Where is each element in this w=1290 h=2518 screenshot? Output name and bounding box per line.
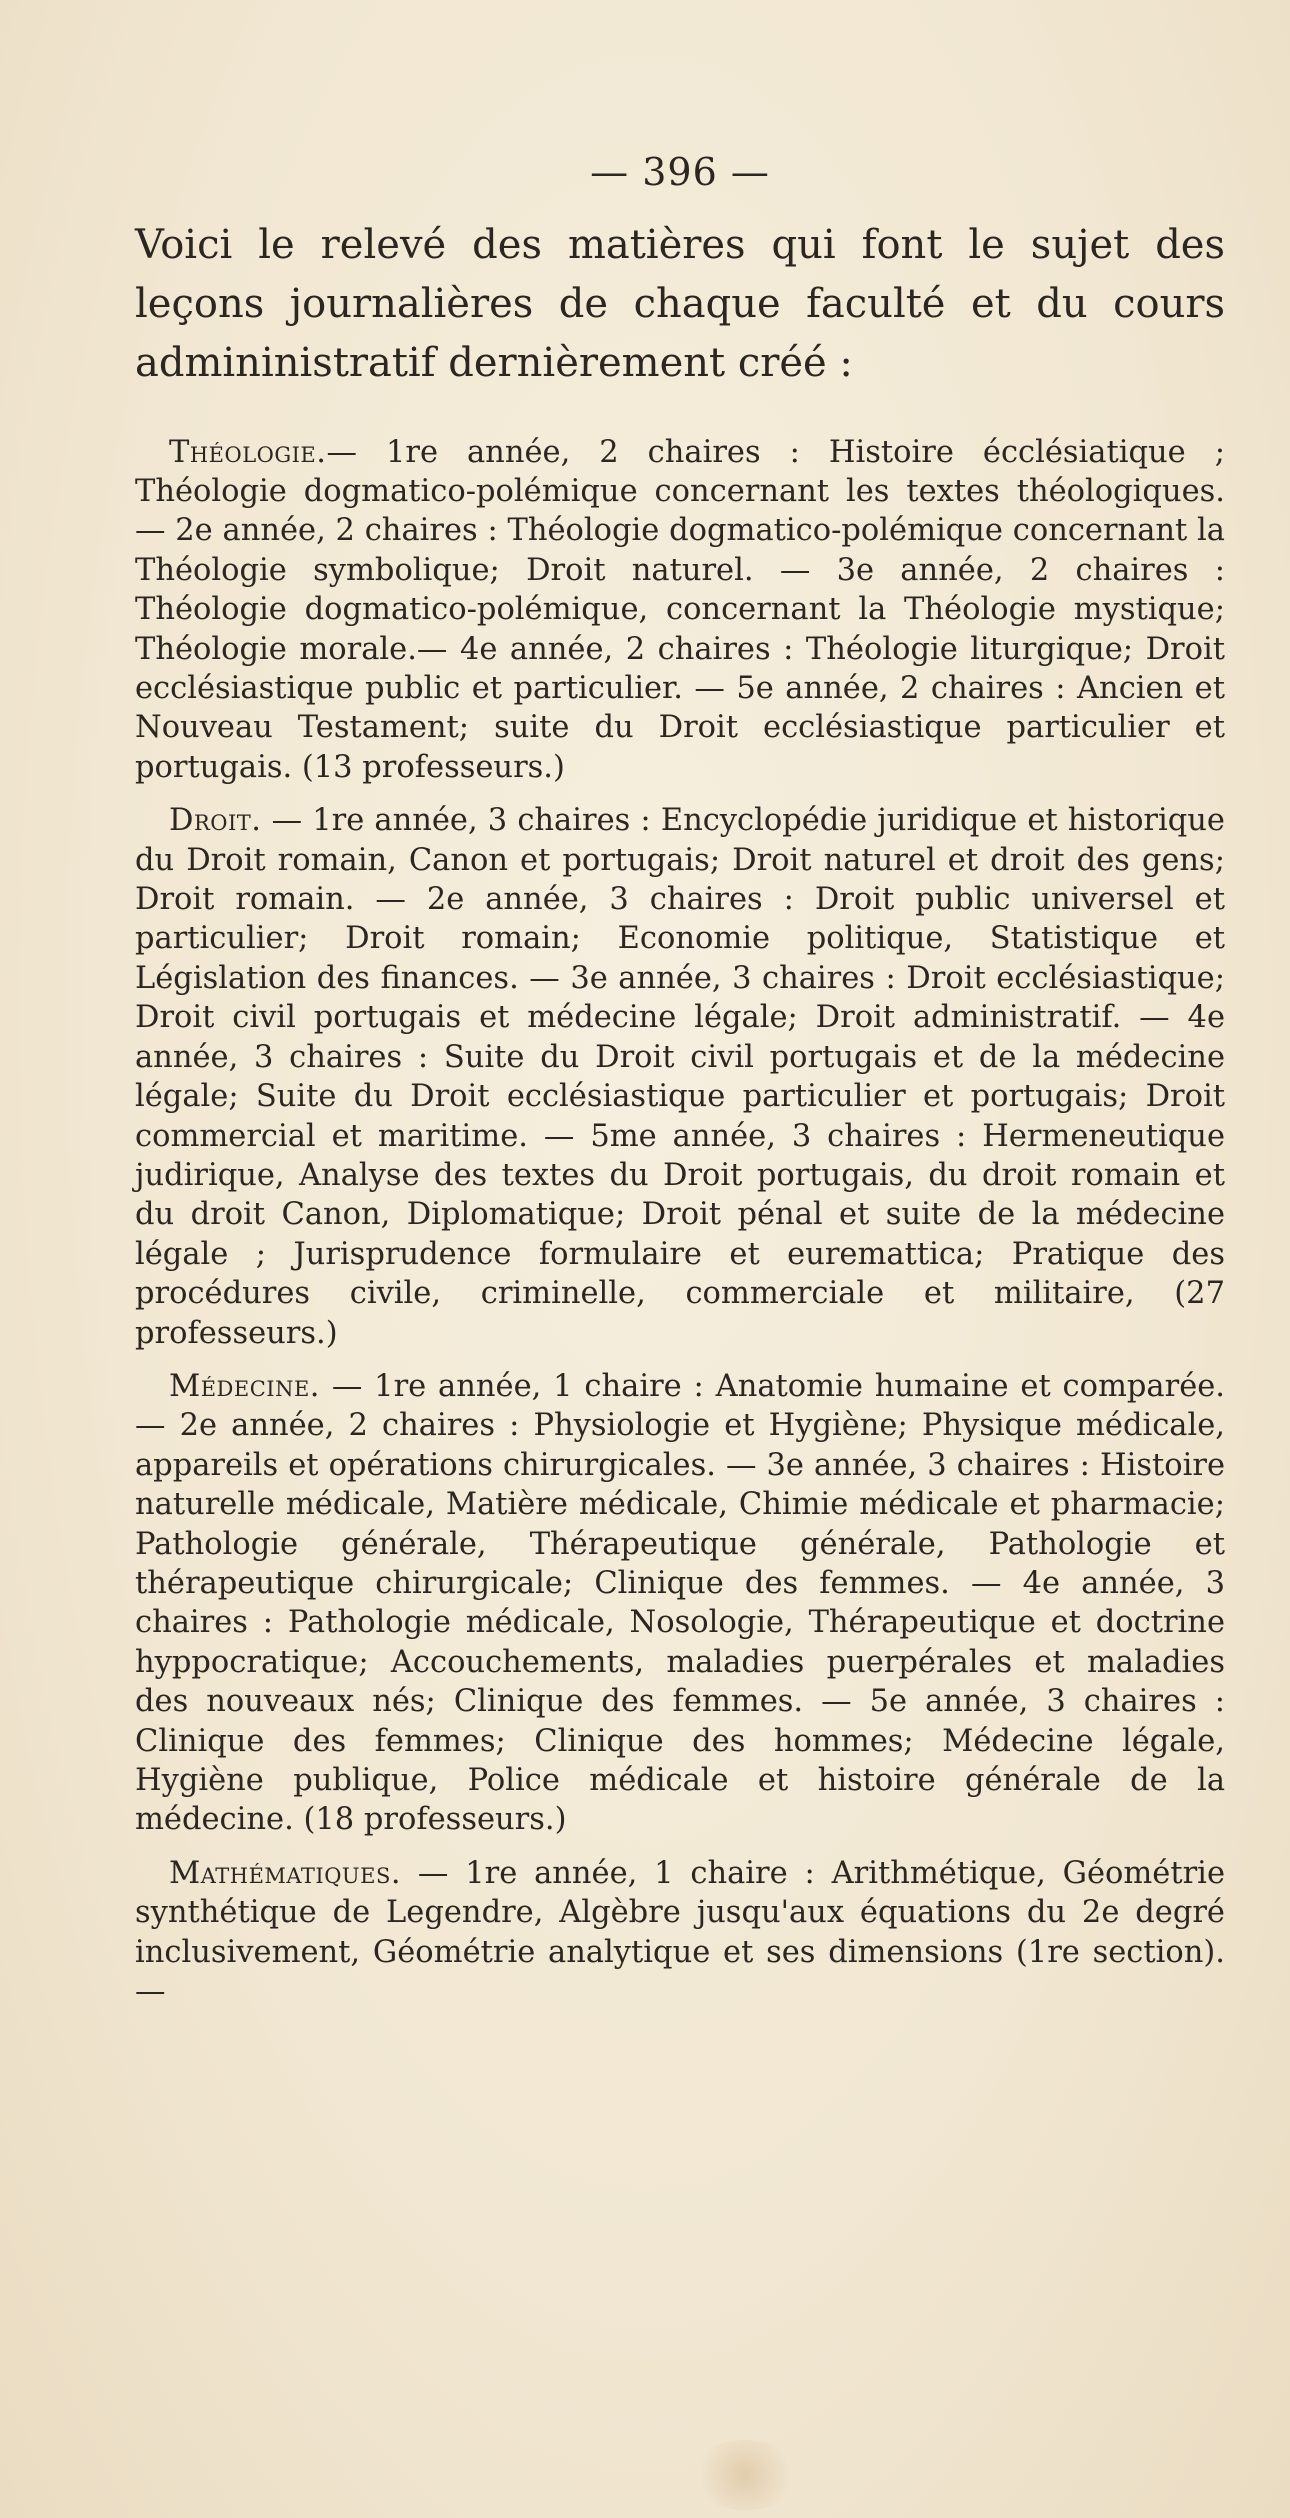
section-mathematiques [135, 1854, 1225, 2012]
section-body: — 1re année, 3 chaires : Encyclopédie juridique et historique du Droit romain, Canon et portugais; Droit naturel et droit des gens; Droit romain. — 2e année, 3 chaires : Droit public universel et particulier; Droit romain; Economie politique, Statistique et Législation des finances. — 3e année, 3 chaires : Droit ecclésiastique; Droit civil portugais et médecine légale; Droit administratif. — 4e année, 3 chaires : Suite du Droit civil portugais et de la médecine légale; Suite du Droit ecclésiastique particulier et portugais; Droit commercial et maritime. — 5me année, 3 chaires : Hermeneutique judirique, Analyse des textes du Droit portugais, du droit romain et du droit Canon, Diplomatique; Droit pénal et suite de la médecine légale ; Jurisprudence formulaire et euremattica; Pratique des procédures civile, criminelle, commerciale et militaire, (27 professeurs.) [135, 803, 1225, 1351]
section-theologie [135, 433, 1225, 788]
section-heading: Mathématiques. [169, 1855, 402, 1891]
section-medecine [135, 1367, 1225, 1840]
section-droit [135, 801, 1225, 1353]
paper-stain [690, 2440, 800, 2510]
section-heading: Théologie. [169, 434, 327, 470]
section-heading: Droit. [169, 803, 262, 839]
section-body: — 1re année, 1 chaire : Anatomie humaine et comparée. — 2e année, 2 chaires : Physiologie et Hygiène; Physique médicale, appareils et opérations chirurgicales. — 3e année, 3 chaires : Histoire naturelle médicale, Matière médicale, Chimie médicale et pharmacie; Pathologie générale, Thérapeutique générale, Pathologie et thérapeutique chirurgicale; Clinique des femmes. — 4e année, 3 chaires : Pathologie médicale, Nosologie, Thérapeutique et doctrine hyppocratique; Accouchements, maladies puerpérales et maladies des nouveaux nés; Clinique des femmes. — 5e année, 3 chaires : Clinique des femmes; Clinique des hommes; Médecine légale, Hygiène publique, Police médicale et histoire générale de la médecine. (18 professeurs.) [135, 1368, 1225, 1838]
page-number: — 396 — [590, 150, 770, 194]
section-body: — 1re année, 2 chaires : Histoire écclésiatique ; Théologie dogmatico-polémique concernant les textes théologiques. — 2e année, 2 chaires : Théologie dogmatico-polémique concernant la Théologie symbolique; Droit naturel. — 3e année, 2 chaires : Théologie dogmatico-polémique, concernant la Théologie mystique; Théologie morale.— 4e année, 2 chaires : Théologie liturgique; Droit ecclésiastique public et particulier. — 5e année, 2 chaires : Ancien et Nouveau Testament; suite du Droit ecclésiastique particulier et portugais. (13 professeurs.) [135, 434, 1225, 785]
section-heading: Médecine. [169, 1368, 320, 1404]
section-body: — 1re année, 1 chaire : Arithmétique, Géométrie synthétique de Legendre, Algèbre jusqu'aux équations du 2e degré inclusivement, Géométrie analytique et ses dimensions (1re section). — [135, 1855, 1225, 2010]
document-page [135, 150, 1225, 2025]
intro-paragraph: Voici le relevé des matières qui font le sujet des leçons journalières de chaque faculté et du cours admininistratif dernièrement créé : [135, 221, 1225, 386]
